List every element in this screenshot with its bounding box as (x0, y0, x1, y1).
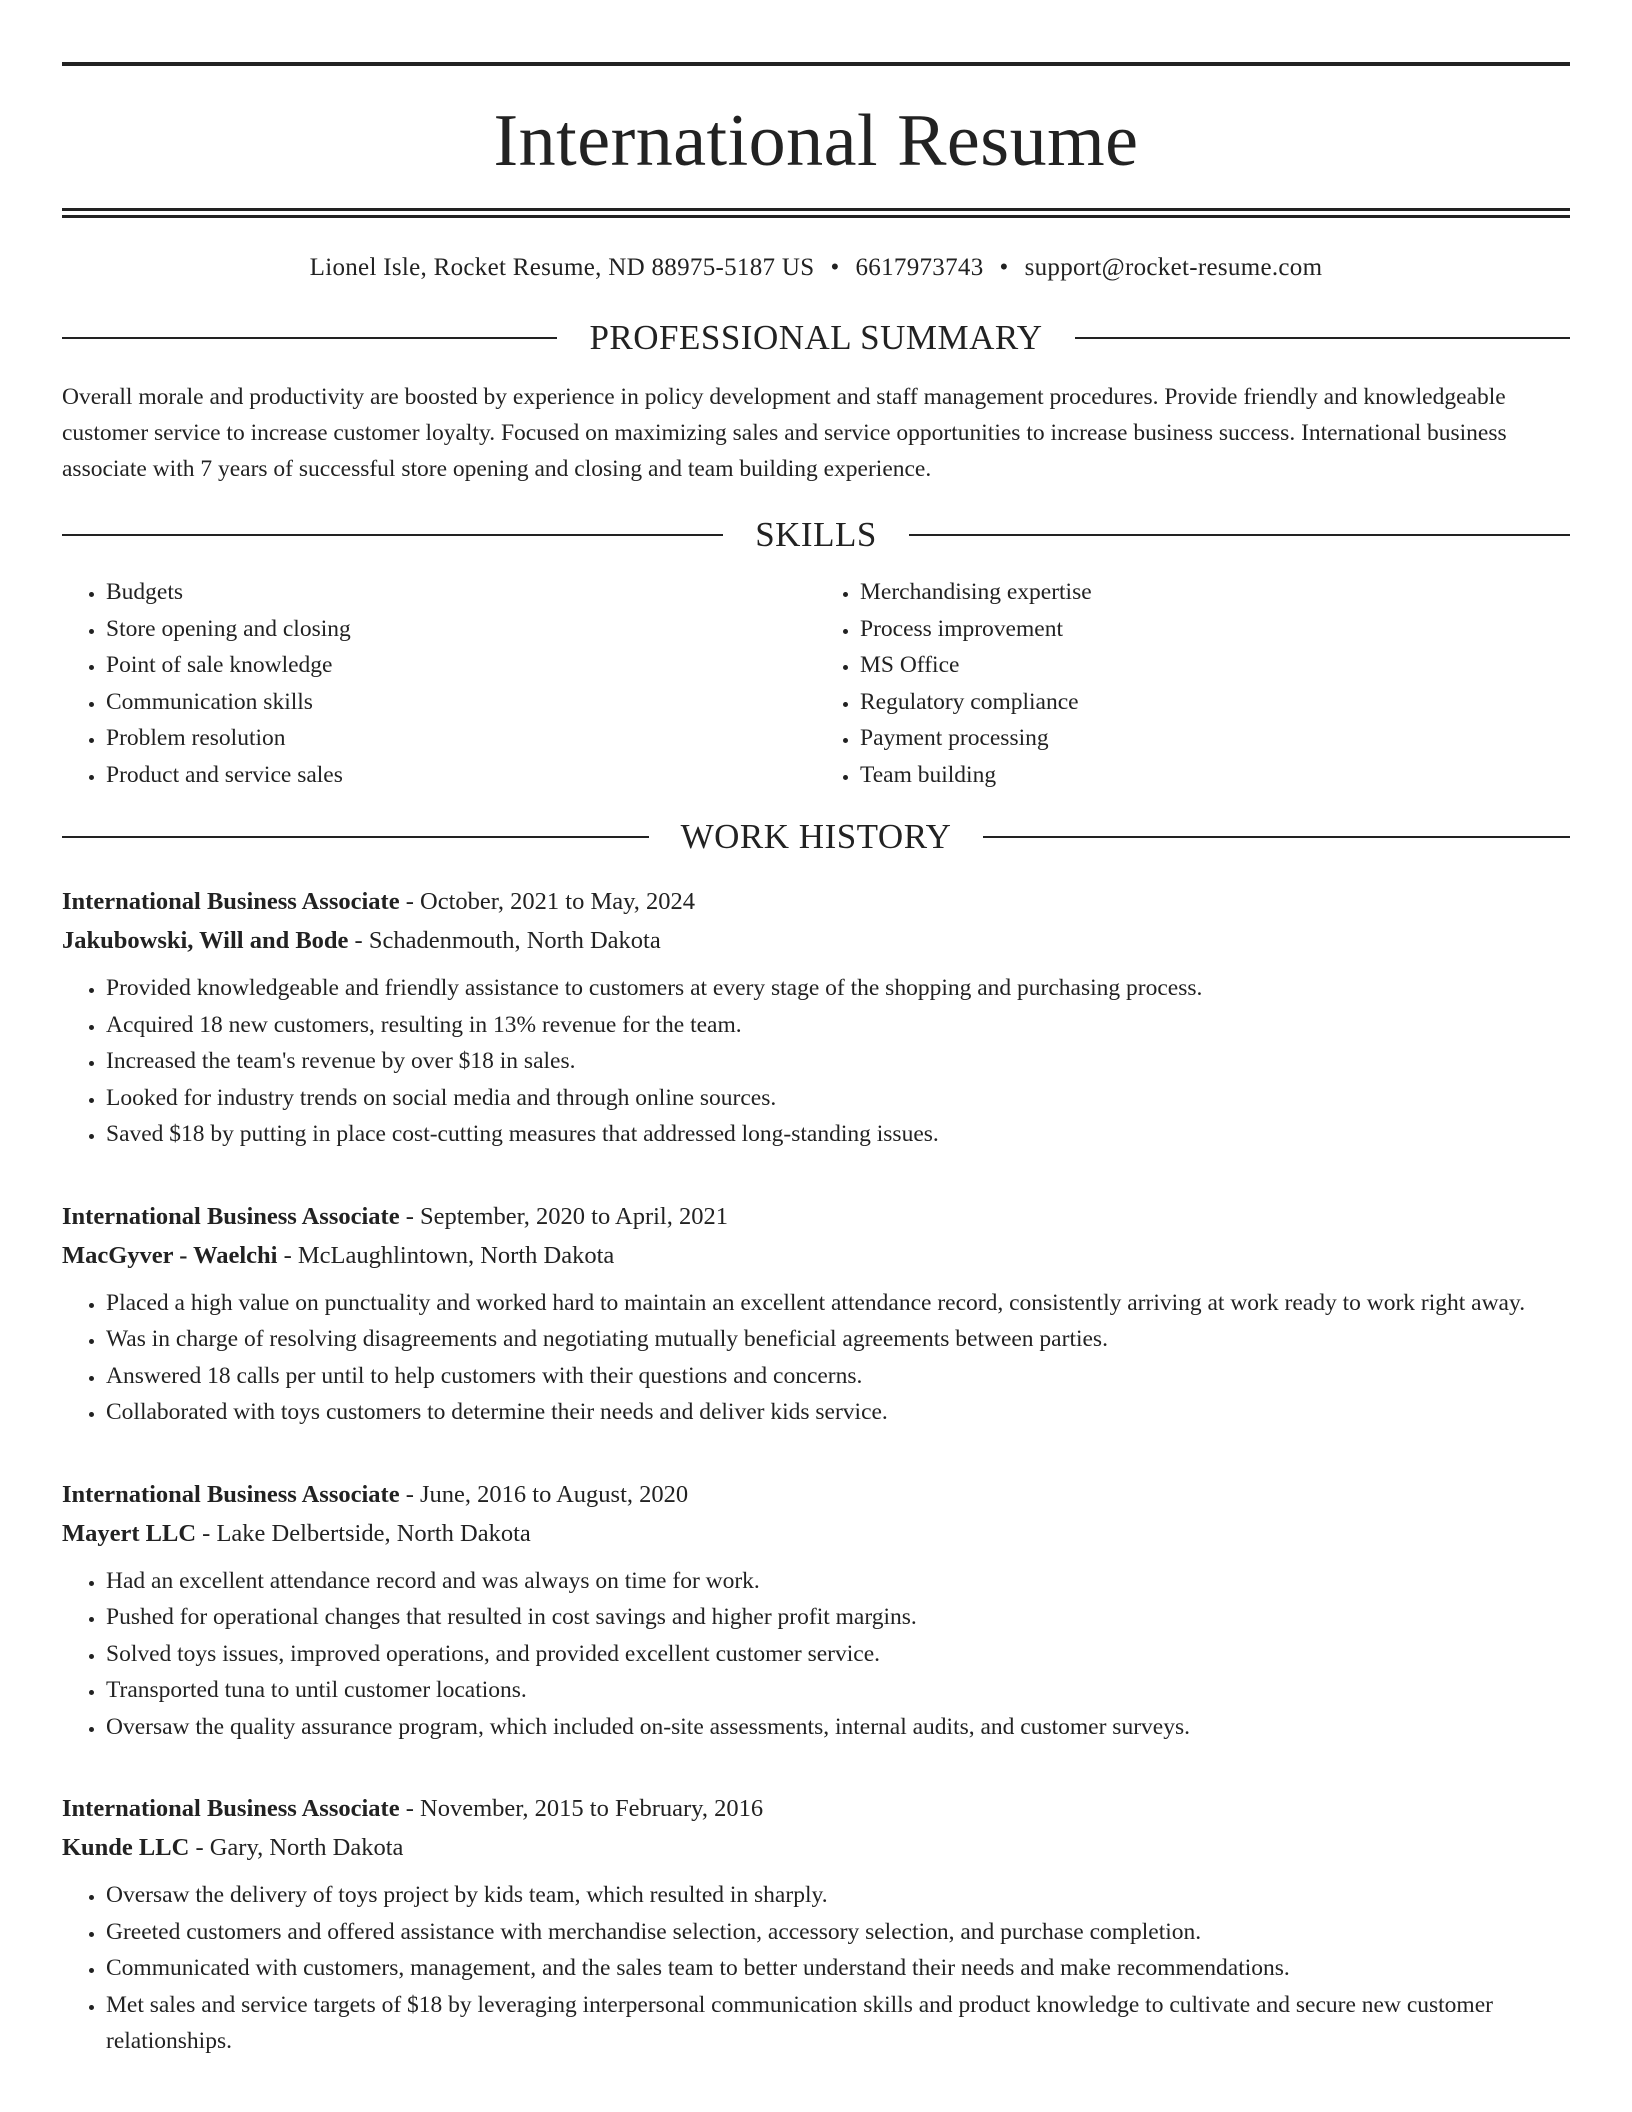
contact-line (62, 254, 1570, 282)
contact-phone: 6617973743 (855, 254, 984, 281)
skill-item: • Team building (860, 757, 1570, 794)
job-bullet: • Placed a high value on punctuality and worked hard to maintain an excellent attendance record, consistently arriving at work ready to work right away. (106, 1285, 1570, 1322)
job-title-line (62, 882, 1570, 921)
job-bullet: • Answered 18 calls per until to help customers with their questions and concerns. (106, 1358, 1570, 1395)
job-bullet: • Looked for industry trends on social media and through online sources. (106, 1080, 1570, 1117)
job-company: MacGyver - Waelchi (62, 1241, 278, 1269)
job-bullet: • Had an excellent attendance record and was always on time for work. (106, 1563, 1570, 1600)
job-bullet: • Collaborated with toys customers to determine their needs and deliver kids service. (106, 1394, 1570, 1431)
job-title: International Business Associate (62, 1202, 400, 1230)
job-company-line (62, 1514, 1570, 1553)
skill-item: • Payment processing (860, 720, 1570, 757)
job-company-line (62, 1828, 1570, 1867)
skills-column-right (816, 574, 1570, 793)
job-location: - Lake Delbertside, North Dakota (196, 1519, 531, 1547)
job-bullet: • Oversaw the delivery of toys project by kids team, which resulted in sharply. (106, 1877, 1570, 1914)
job-title-line (62, 1789, 1570, 1828)
job-dates: - November, 2015 to February, 2016 (399, 1795, 764, 1822)
job-title: International Business Associate (62, 888, 400, 915)
contact-separator: • (999, 254, 1009, 281)
skill-item: • MS Office (860, 647, 1570, 684)
heading-rule-left (62, 836, 649, 838)
heading-rule-right (909, 534, 1570, 536)
skill-item: • Point of sale knowledge (106, 647, 816, 684)
job-title: International Business Associate (62, 1480, 400, 1508)
job-entry (62, 1789, 1570, 2060)
job-bullet: • Communicated with customers, management, and the sales team to better understand their needs and make recommendations. (106, 1950, 1570, 1987)
job-company: Mayert LLC (62, 1519, 197, 1547)
job-bullet: • Provided knowledgeable and friendly assistance to customers at every stage of the shopping and purchasing process. (106, 970, 1570, 1007)
summary-heading (62, 320, 1570, 355)
skill-item: • Communication skills (106, 684, 816, 721)
job-location: - McLaughlintown, North Dakota (277, 1241, 615, 1269)
job-title: International Business Associate (62, 1795, 400, 1822)
job-location: - Gary, North Dakota (189, 1834, 404, 1861)
skill-item: • Regulatory compliance (860, 684, 1570, 721)
job-title-line (62, 1197, 1570, 1236)
job-bullets (62, 970, 1570, 1153)
job-bullet: • Met sales and service targets of $18 by leveraging interpersonal communication skills and product knowledge to cultivate and secure new customer relationships. (106, 1987, 1570, 2060)
job-company: Jakubowski, Will and Bode (62, 927, 349, 954)
job-company: Kunde LLC (62, 1834, 190, 1861)
job-bullet: • Increased the team's revenue by over $18 in sales. (106, 1043, 1570, 1080)
job-bullets (62, 1563, 1570, 1746)
job-bullet: • Solved toys issues, improved operations, and provided excellent customer service. (106, 1636, 1570, 1673)
job-bullets (62, 1285, 1570, 1431)
job-company-line (62, 921, 1570, 960)
heading-rule-right (1075, 337, 1570, 339)
summary-text: Overall morale and productivity are boosted by experience in policy development and staff management procedures. Provide friendly and knowledgeable customer service to increase customer loyalty. Focused on maximizing sales and service opportunities to increase business success. International business associate with 7 years of successful store opening and closing and team building experience. (62, 384, 1507, 482)
skills-heading-label: SKILLS (755, 515, 877, 554)
job-entry (62, 1475, 1570, 1746)
job-dates: - October, 2021 to May, 2024 (399, 888, 696, 915)
job-bullet: • Transported tuna to until customer locations. (106, 1672, 1570, 1709)
skill-item: • Problem resolution (106, 720, 816, 757)
work-history-heading (62, 819, 1570, 854)
job-bullets (62, 1877, 1570, 2060)
page-title: International Resume (493, 100, 1139, 182)
skills-list (62, 574, 1570, 793)
job-location: - Schadenmouth, North Dakota (348, 927, 661, 954)
resume-page (62, 0, 1570, 2060)
work-history-heading-label: WORK HISTORY (680, 817, 952, 856)
job-bullet: • Acquired 18 new customers, resulting in 13% revenue for the team. (106, 1007, 1570, 1044)
job-company-line (62, 1236, 1570, 1275)
heading-rule-right (983, 836, 1570, 838)
job-bullet: • Was in charge of resolving disagreements and negotiating mutually beneficial agreements between parties. (106, 1321, 1570, 1358)
contact-email: support@rocket-resume.com (1024, 254, 1323, 281)
heading-rule-left (62, 534, 723, 536)
skill-item: • Store opening and closing (106, 611, 816, 648)
heading-rule-left (62, 337, 557, 339)
skill-item: • Product and service sales (106, 757, 816, 794)
job-bullet: • Greeted customers and offered assistance with merchandise selection, accessory selection, and purchase completion. (106, 1914, 1570, 1951)
job-bullet: • Saved $18 by putting in place cost-cutting measures that addressed long-standing issues. (106, 1116, 1570, 1153)
job-dates: - June, 2016 to August, 2020 (399, 1480, 689, 1508)
job-bullet: • Pushed for operational changes that resulted in cost savings and higher profit margins. (106, 1599, 1570, 1636)
job-dates: - September, 2020 to April, 2021 (399, 1202, 728, 1230)
skills-heading (62, 517, 1570, 552)
title-double-rule (62, 208, 1570, 218)
job-entry (62, 1197, 1570, 1431)
job-bullet: • Oversaw the quality assurance program, which included on-site assessments, internal audits, and customer surveys. (106, 1709, 1570, 1746)
summary-heading-label: PROFESSIONAL SUMMARY (589, 318, 1043, 357)
job-entry (62, 882, 1570, 1153)
job-title-line (62, 1475, 1570, 1514)
contact-separator: • (830, 254, 840, 281)
skills-column-left (62, 574, 816, 793)
contact-address: Lionel Isle, Rocket Resume, ND 88975-5187 US (309, 254, 815, 281)
skill-item: • Merchandising expertise (860, 574, 1570, 611)
skill-item: • Budgets (106, 574, 816, 611)
skill-item: • Process improvement (860, 611, 1570, 648)
top-rule (62, 62, 1570, 66)
